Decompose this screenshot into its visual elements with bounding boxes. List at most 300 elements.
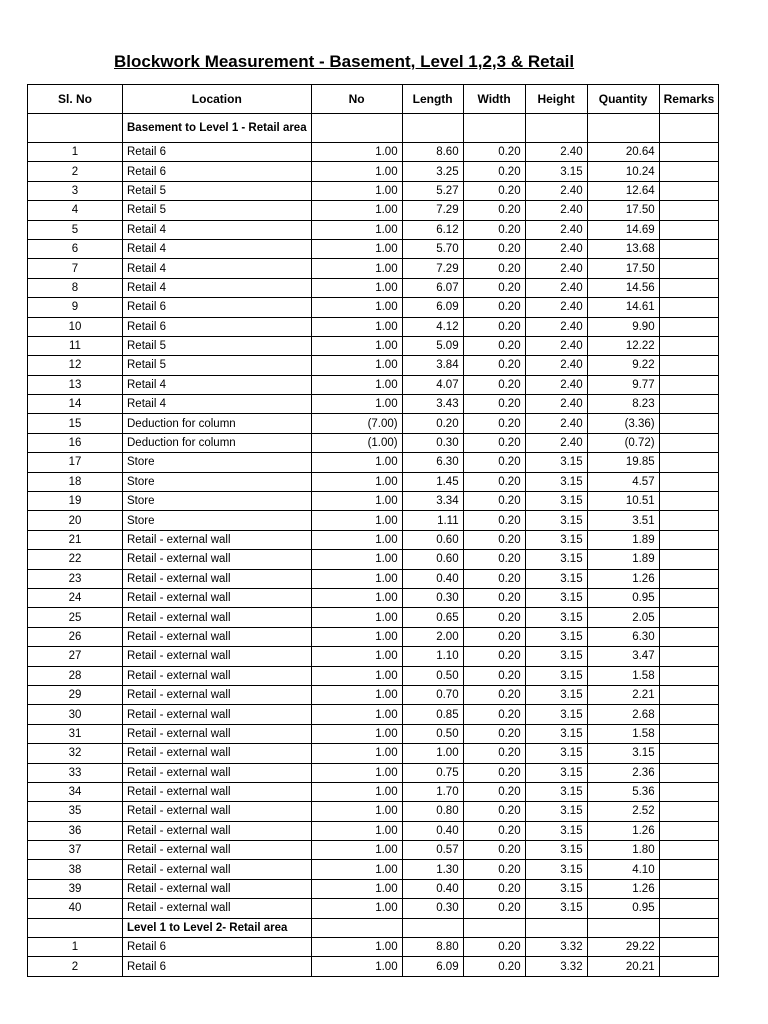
cell-remarks	[659, 472, 719, 491]
cell-remarks	[659, 433, 719, 452]
cell-quantity: 12.64	[587, 181, 659, 200]
empty-cell	[525, 114, 587, 143]
cell-remarks	[659, 744, 719, 763]
cell-height: 3.15	[525, 647, 587, 666]
cell-height: 3.15	[525, 666, 587, 685]
header-location: Location	[123, 85, 312, 114]
cell-length: 0.60	[402, 550, 463, 569]
cell-sl-no: 1	[28, 938, 123, 957]
cell-length: 0.85	[402, 705, 463, 724]
cell-sl-no: 22	[28, 550, 123, 569]
cell-sl-no: 26	[28, 627, 123, 646]
cell-length: 0.30	[402, 433, 463, 452]
table-row	[28, 627, 719, 646]
cell-location: Retail 6	[123, 957, 312, 976]
cell-quantity: 1.89	[587, 530, 659, 549]
cell-remarks	[659, 143, 719, 162]
cell-width: 0.20	[463, 492, 525, 511]
table-row	[28, 472, 719, 491]
table-row	[28, 802, 719, 821]
cell-remarks	[659, 588, 719, 607]
cell-remarks	[659, 220, 719, 239]
cell-remarks	[659, 298, 719, 317]
cell-height: 2.40	[525, 298, 587, 317]
cell-no: 1.00	[311, 201, 402, 220]
table-row	[28, 220, 719, 239]
table-row	[28, 317, 719, 336]
cell-height: 3.15	[525, 162, 587, 181]
page-title: Blockwork Measurement - Basement, Level 1,2,3 & Retail	[114, 52, 575, 71]
cell-width: 0.20	[463, 162, 525, 181]
cell-no: (7.00)	[311, 414, 402, 433]
cell-no: 1.00	[311, 569, 402, 588]
cell-location: Retail - external wall	[123, 802, 312, 821]
cell-no: 1.00	[311, 724, 402, 743]
cell-sl-no: 30	[28, 705, 123, 724]
cell-location: Store	[123, 472, 312, 491]
cell-remarks	[659, 511, 719, 530]
cell-remarks	[659, 841, 719, 860]
cell-sl-no: 3	[28, 181, 123, 200]
cell-no: 1.00	[311, 356, 402, 375]
cell-length: 0.75	[402, 763, 463, 782]
cell-remarks	[659, 608, 719, 627]
cell-height: 2.40	[525, 220, 587, 239]
cell-length: 8.80	[402, 938, 463, 957]
cell-height: 3.15	[525, 608, 587, 627]
cell-sl-no: 2	[28, 162, 123, 181]
cell-quantity: 2.05	[587, 608, 659, 627]
cell-sl-no: 15	[28, 414, 123, 433]
cell-location: Store	[123, 492, 312, 511]
cell-length: 0.65	[402, 608, 463, 627]
cell-quantity: 13.68	[587, 239, 659, 258]
cell-location: Retail 6	[123, 317, 312, 336]
cell-location: Store	[123, 453, 312, 472]
table-row	[28, 492, 719, 511]
cell-quantity: 9.77	[587, 375, 659, 394]
cell-remarks	[659, 627, 719, 646]
cell-quantity: 14.69	[587, 220, 659, 239]
cell-sl-no: 24	[28, 588, 123, 607]
cell-quantity: 6.30	[587, 627, 659, 646]
cell-length: 0.40	[402, 879, 463, 898]
table-row	[28, 860, 719, 879]
cell-height: 2.40	[525, 181, 587, 200]
cell-length: 0.30	[402, 588, 463, 607]
cell-quantity: 9.90	[587, 317, 659, 336]
cell-remarks	[659, 899, 719, 918]
cell-no: 1.00	[311, 181, 402, 200]
cell-location: Retail 6	[123, 162, 312, 181]
cell-location: Retail - external wall	[123, 860, 312, 879]
table-row	[28, 724, 719, 743]
table-row	[28, 841, 719, 860]
cell-sl-no: 6	[28, 239, 123, 258]
cell-quantity: 2.68	[587, 705, 659, 724]
cell-remarks	[659, 705, 719, 724]
cell-remarks	[659, 181, 719, 200]
cell-remarks	[659, 356, 719, 375]
cell-quantity: (0.72)	[587, 433, 659, 452]
cell-quantity: 20.64	[587, 143, 659, 162]
cell-length: 6.30	[402, 453, 463, 472]
table-row	[28, 530, 719, 549]
cell-location: Store	[123, 511, 312, 530]
table-row	[28, 298, 719, 317]
cell-height: 2.40	[525, 414, 587, 433]
cell-no: 1.00	[311, 336, 402, 355]
cell-location: Retail 4	[123, 278, 312, 297]
cell-length: 8.60	[402, 143, 463, 162]
cell-no: 1.00	[311, 821, 402, 840]
cell-quantity: 2.36	[587, 763, 659, 782]
empty-cell	[28, 114, 123, 143]
table-row	[28, 375, 719, 394]
cell-height: 3.15	[525, 821, 587, 840]
table-row	[28, 278, 719, 297]
cell-sl-no: 13	[28, 375, 123, 394]
table-row	[28, 356, 719, 375]
cell-location: Retail 4	[123, 375, 312, 394]
cell-length: 4.07	[402, 375, 463, 394]
cell-width: 0.20	[463, 414, 525, 433]
empty-cell	[587, 114, 659, 143]
cell-sl-no: 14	[28, 395, 123, 414]
cell-quantity: 12.22	[587, 336, 659, 355]
table-row	[28, 782, 719, 801]
cell-height: 3.15	[525, 550, 587, 569]
cell-location: Retail - external wall	[123, 763, 312, 782]
cell-height: 3.15	[525, 782, 587, 801]
cell-sl-no: 9	[28, 298, 123, 317]
cell-sl-no: 16	[28, 433, 123, 452]
cell-no: 1.00	[311, 472, 402, 491]
cell-remarks	[659, 821, 719, 840]
cell-length: 3.84	[402, 356, 463, 375]
cell-location: Retail 5	[123, 181, 312, 200]
cell-length: 1.45	[402, 472, 463, 491]
table-header-row	[28, 85, 719, 114]
cell-remarks	[659, 414, 719, 433]
cell-length: 0.70	[402, 685, 463, 704]
cell-no: 1.00	[311, 375, 402, 394]
cell-quantity: 0.95	[587, 588, 659, 607]
cell-width: 0.20	[463, 957, 525, 976]
cell-length: 0.40	[402, 569, 463, 588]
measurement-table	[27, 84, 719, 977]
cell-height: 2.40	[525, 433, 587, 452]
cell-remarks	[659, 162, 719, 181]
cell-sl-no: 5	[28, 220, 123, 239]
cell-sl-no: 37	[28, 841, 123, 860]
table-row	[28, 744, 719, 763]
cell-width: 0.20	[463, 647, 525, 666]
cell-no: 1.00	[311, 259, 402, 278]
cell-height: 2.40	[525, 278, 587, 297]
cell-no: 1.00	[311, 162, 402, 181]
cell-height: 2.40	[525, 356, 587, 375]
cell-location: Retail - external wall	[123, 899, 312, 918]
cell-location: Deduction for column	[123, 414, 312, 433]
cell-sl-no: 1	[28, 143, 123, 162]
cell-height: 3.15	[525, 453, 587, 472]
cell-length: 0.20	[402, 414, 463, 433]
table-row	[28, 453, 719, 472]
cell-length: 1.30	[402, 860, 463, 879]
table-row	[28, 938, 719, 957]
cell-no: 1.00	[311, 879, 402, 898]
cell-remarks	[659, 375, 719, 394]
cell-width: 0.20	[463, 685, 525, 704]
table-row	[28, 433, 719, 452]
empty-cell	[463, 114, 525, 143]
table-row	[28, 899, 719, 918]
cell-width: 0.20	[463, 782, 525, 801]
cell-length: 0.50	[402, 724, 463, 743]
cell-height: 2.40	[525, 395, 587, 414]
cell-remarks	[659, 647, 719, 666]
cell-length: 0.40	[402, 821, 463, 840]
cell-location: Retail - external wall	[123, 588, 312, 607]
cell-length: 2.00	[402, 627, 463, 646]
cell-sl-no: 27	[28, 647, 123, 666]
cell-no: 1.00	[311, 588, 402, 607]
cell-quantity: 0.95	[587, 899, 659, 918]
cell-quantity: 19.85	[587, 453, 659, 472]
cell-length: 3.25	[402, 162, 463, 181]
cell-width: 0.20	[463, 588, 525, 607]
cell-length: 0.80	[402, 802, 463, 821]
cell-remarks	[659, 201, 719, 220]
cell-no: 1.00	[311, 317, 402, 336]
cell-height: 3.15	[525, 899, 587, 918]
cell-no: 1.00	[311, 608, 402, 627]
table-row	[28, 879, 719, 898]
cell-width: 0.20	[463, 608, 525, 627]
cell-length: 1.70	[402, 782, 463, 801]
cell-no: 1.00	[311, 143, 402, 162]
section-heading-row	[28, 114, 719, 143]
cell-location: Retail 4	[123, 220, 312, 239]
header-sl-no: Sl. No	[28, 85, 123, 114]
cell-no: 1.00	[311, 627, 402, 646]
cell-remarks	[659, 395, 719, 414]
table-row	[28, 763, 719, 782]
cell-sl-no: 8	[28, 278, 123, 297]
cell-height: 2.40	[525, 317, 587, 336]
cell-sl-no: 18	[28, 472, 123, 491]
table-row	[28, 395, 719, 414]
cell-no: 1.00	[311, 220, 402, 239]
cell-width: 0.20	[463, 550, 525, 569]
cell-width: 0.20	[463, 317, 525, 336]
cell-sl-no: 2	[28, 957, 123, 976]
cell-width: 0.20	[463, 239, 525, 258]
cell-length: 4.12	[402, 317, 463, 336]
cell-length: 7.29	[402, 201, 463, 220]
cell-remarks	[659, 957, 719, 976]
table-row	[28, 414, 719, 433]
cell-location: Retail 4	[123, 259, 312, 278]
table-row	[28, 550, 719, 569]
cell-width: 0.20	[463, 666, 525, 685]
cell-width: 0.20	[463, 724, 525, 743]
cell-quantity: 17.50	[587, 259, 659, 278]
cell-length: 1.11	[402, 511, 463, 530]
cell-remarks	[659, 550, 719, 569]
cell-height: 3.15	[525, 627, 587, 646]
cell-no: 1.00	[311, 841, 402, 860]
cell-location: Retail 4	[123, 239, 312, 258]
cell-height: 2.40	[525, 201, 587, 220]
cell-width: 0.20	[463, 143, 525, 162]
cell-width: 0.20	[463, 278, 525, 297]
cell-length: 1.10	[402, 647, 463, 666]
cell-quantity: 3.15	[587, 744, 659, 763]
cell-remarks	[659, 492, 719, 511]
cell-height: 3.15	[525, 492, 587, 511]
cell-width: 0.20	[463, 627, 525, 646]
cell-sl-no: 32	[28, 744, 123, 763]
table-row	[28, 685, 719, 704]
empty-cell	[402, 918, 463, 937]
cell-width: 0.20	[463, 511, 525, 530]
cell-height: 2.40	[525, 336, 587, 355]
cell-length: 0.30	[402, 899, 463, 918]
cell-sl-no: 23	[28, 569, 123, 588]
cell-height: 2.40	[525, 375, 587, 394]
cell-height: 3.15	[525, 569, 587, 588]
cell-width: 0.20	[463, 395, 525, 414]
cell-length: 3.34	[402, 492, 463, 511]
cell-length: 5.09	[402, 336, 463, 355]
cell-height: 3.15	[525, 588, 587, 607]
cell-quantity: 14.61	[587, 298, 659, 317]
table-row	[28, 821, 719, 840]
empty-cell	[525, 918, 587, 937]
cell-width: 0.20	[463, 433, 525, 452]
cell-location: Retail 6	[123, 143, 312, 162]
table-row	[28, 201, 719, 220]
cell-length: 6.09	[402, 298, 463, 317]
cell-location: Retail 6	[123, 938, 312, 957]
cell-length: 5.27	[402, 181, 463, 200]
cell-quantity: 4.57	[587, 472, 659, 491]
cell-length: 0.50	[402, 666, 463, 685]
cell-width: 0.20	[463, 201, 525, 220]
cell-quantity: 10.51	[587, 492, 659, 511]
cell-remarks	[659, 802, 719, 821]
section-heading: Level 1 to Level 2- Retail area	[123, 918, 312, 937]
cell-remarks	[659, 782, 719, 801]
cell-width: 0.20	[463, 860, 525, 879]
cell-sl-no: 28	[28, 666, 123, 685]
cell-length: 7.29	[402, 259, 463, 278]
cell-sl-no: 33	[28, 763, 123, 782]
header-remarks: Remarks	[659, 85, 719, 114]
cell-no: 1.00	[311, 782, 402, 801]
cell-sl-no: 10	[28, 317, 123, 336]
header-no: No	[311, 85, 402, 114]
cell-height: 2.40	[525, 143, 587, 162]
cell-quantity: 2.52	[587, 802, 659, 821]
cell-quantity: 10.24	[587, 162, 659, 181]
cell-sl-no: 19	[28, 492, 123, 511]
cell-no: 1.00	[311, 453, 402, 472]
cell-location: Retail - external wall	[123, 821, 312, 840]
cell-no: 1.00	[311, 278, 402, 297]
header-quantity: Quantity	[587, 85, 659, 114]
cell-height: 3.15	[525, 472, 587, 491]
cell-location: Retail - external wall	[123, 782, 312, 801]
cell-location: Retail - external wall	[123, 550, 312, 569]
cell-quantity: 1.80	[587, 841, 659, 860]
cell-height: 2.40	[525, 239, 587, 258]
cell-sl-no: 4	[28, 201, 123, 220]
cell-width: 0.20	[463, 899, 525, 918]
cell-sl-no: 40	[28, 899, 123, 918]
cell-quantity: (3.36)	[587, 414, 659, 433]
cell-location: Retail - external wall	[123, 744, 312, 763]
cell-width: 0.20	[463, 744, 525, 763]
cell-width: 0.20	[463, 763, 525, 782]
cell-no: 1.00	[311, 239, 402, 258]
cell-width: 0.20	[463, 569, 525, 588]
cell-height: 3.15	[525, 685, 587, 704]
cell-quantity: 1.89	[587, 550, 659, 569]
cell-sl-no: 7	[28, 259, 123, 278]
cell-remarks	[659, 763, 719, 782]
table-row	[28, 588, 719, 607]
cell-no: 1.00	[311, 957, 402, 976]
empty-cell	[659, 918, 719, 937]
table-row	[28, 162, 719, 181]
cell-sl-no: 35	[28, 802, 123, 821]
cell-sl-no: 38	[28, 860, 123, 879]
table-row	[28, 336, 719, 355]
cell-quantity: 17.50	[587, 201, 659, 220]
cell-height: 2.40	[525, 259, 587, 278]
cell-remarks	[659, 259, 719, 278]
cell-sl-no: 29	[28, 685, 123, 704]
table-row	[28, 957, 719, 976]
table-row	[28, 143, 719, 162]
cell-remarks	[659, 336, 719, 355]
cell-length: 0.60	[402, 530, 463, 549]
cell-remarks	[659, 879, 719, 898]
cell-height: 3.15	[525, 879, 587, 898]
cell-no: 1.00	[311, 666, 402, 685]
cell-no: 1.00	[311, 899, 402, 918]
cell-no: 1.00	[311, 395, 402, 414]
cell-remarks	[659, 666, 719, 685]
cell-no: 1.00	[311, 550, 402, 569]
cell-quantity: 3.51	[587, 511, 659, 530]
cell-location: Retail - external wall	[123, 627, 312, 646]
cell-location: Retail - external wall	[123, 569, 312, 588]
cell-remarks	[659, 569, 719, 588]
cell-height: 3.15	[525, 802, 587, 821]
cell-width: 0.20	[463, 821, 525, 840]
cell-height: 3.15	[525, 530, 587, 549]
cell-quantity: 29.22	[587, 938, 659, 957]
table-row	[28, 569, 719, 588]
cell-length: 6.12	[402, 220, 463, 239]
cell-no: 1.00	[311, 298, 402, 317]
cell-location: Retail - external wall	[123, 705, 312, 724]
cell-quantity: 4.10	[587, 860, 659, 879]
